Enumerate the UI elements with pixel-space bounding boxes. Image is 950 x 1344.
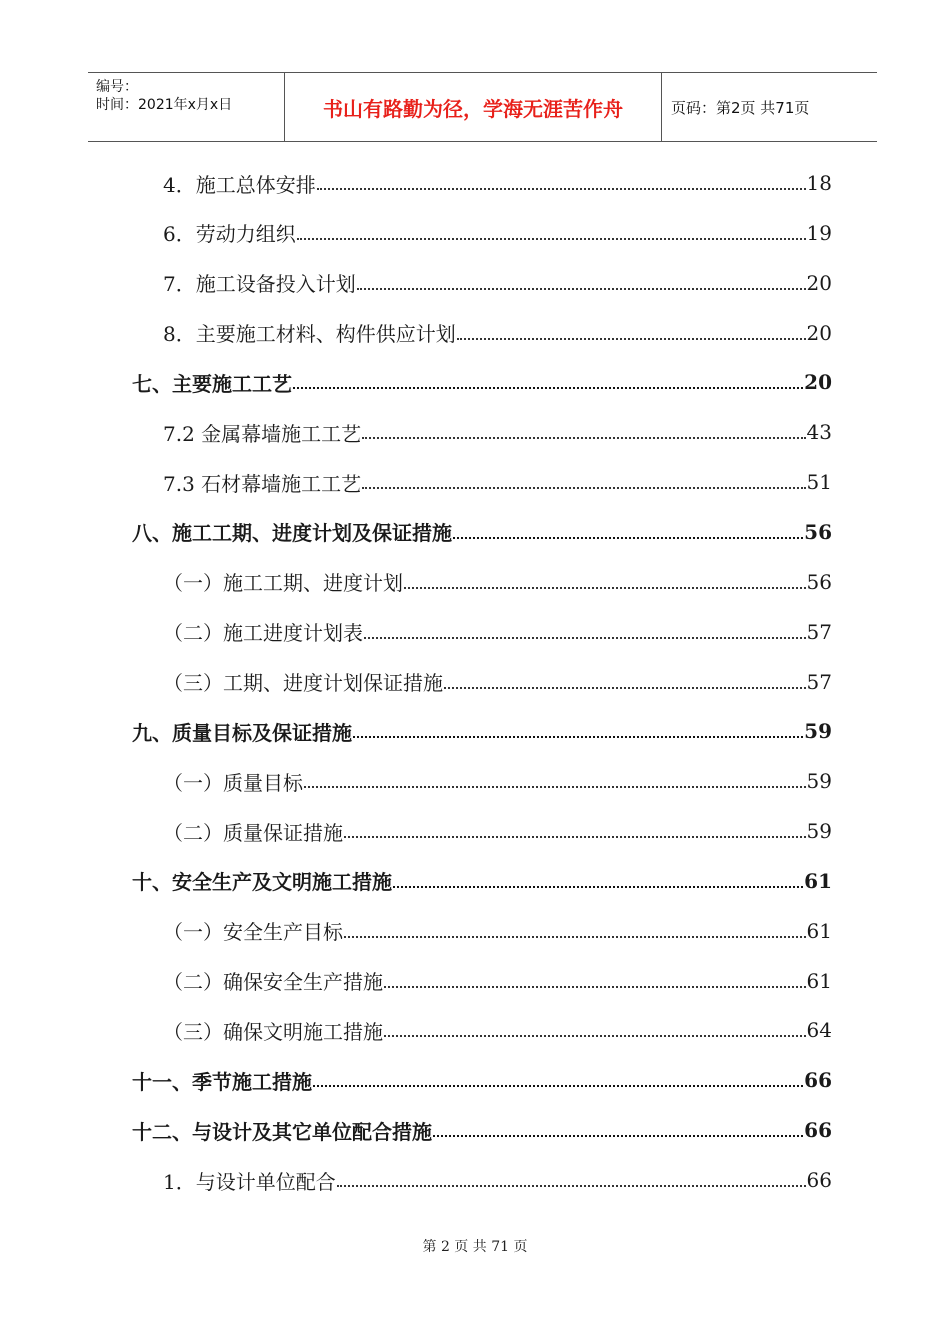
toc-entry-page: 61 [804, 868, 832, 893]
toc-leader-dots [404, 587, 806, 589]
toc-entry-page: 51 [806, 470, 832, 495]
toc-entry-title: （二）确保安全生产措施 [163, 970, 383, 995]
toc-entry-title: 九、质量目标及保证措施 [132, 720, 352, 745]
toc-section-entry[interactable] [163, 263, 832, 303]
toc-leader-dots [433, 1135, 803, 1137]
toc-section-entry[interactable] [163, 612, 832, 652]
toc-entry-title: （三）工期、进度计划保证措施 [163, 671, 443, 695]
toc-leader-dots [384, 1035, 806, 1037]
toc-entry-title: （一）施工工期、进度计划 [163, 571, 403, 596]
toc-leader-dots [364, 637, 806, 639]
toc-leader-dots [353, 736, 803, 738]
toc-entry-page: 57 [806, 619, 832, 644]
toc-entry-title: （二）质量保证措施 [163, 820, 343, 845]
toc-leader-dots [393, 886, 803, 888]
toc-leader-dots [344, 936, 806, 938]
toc-chapter-entry[interactable] [132, 711, 832, 751]
toc-entry-page: 64 [806, 1018, 832, 1043]
toc-section-entry[interactable] [163, 313, 832, 353]
toc-entry-title: 十、安全生产及文明施工措施 [132, 870, 392, 895]
toc-section-entry[interactable] [163, 811, 832, 851]
toc-entry-title: 十二、与设计及其它单位配合措施 [132, 1119, 432, 1144]
toc-entry-page: 56 [806, 569, 832, 594]
toc-entry-page: 66 [806, 1168, 832, 1192]
toc-entry-page: 20 [806, 270, 832, 295]
toc-section-entry[interactable] [163, 1010, 832, 1050]
toc-entry-title: 7.2 金属幕墙施工工艺 [163, 421, 362, 446]
toc-leader-dots [384, 986, 806, 988]
toc-section-entry[interactable] [163, 462, 832, 502]
toc-leader-dots [357, 288, 806, 290]
toc-entry-title: 1．与设计单位配合 [163, 1169, 336, 1194]
time-label: 时间：2021年x月x日 [96, 97, 233, 113]
toc-entry-title: 七、主要施工工艺 [132, 371, 292, 396]
toc-leader-dots [304, 786, 806, 788]
toc-section-entry[interactable] [163, 761, 832, 801]
toc-entry-title: 7．施工设备投入计划 [163, 272, 356, 297]
toc-leader-dots [444, 687, 806, 689]
toc-entry-page: 59 [806, 819, 832, 844]
toc-entry-title: 八、施工工期、进度计划及保证措施 [132, 521, 452, 546]
toc-entry-page: 61 [806, 918, 832, 943]
toc-section-entry[interactable] [163, 562, 832, 602]
toc-entry-title: 7.3 石材幕墙施工工艺 [163, 471, 362, 496]
toc-leader-dots [297, 238, 806, 240]
header-meta [88, 73, 284, 141]
toc-leader-dots [453, 537, 803, 539]
toc-leader-dots [317, 188, 806, 190]
toc-entry-title: （二）施工进度计划表 [163, 621, 363, 646]
toc-entry-page: 59 [806, 769, 832, 794]
toc-entry-page: 20 [806, 320, 832, 345]
toc-leader-dots [344, 836, 806, 838]
toc-entry-title: （三）确保文明施工措施 [163, 1019, 383, 1044]
toc-leader-dots [293, 387, 803, 389]
toc-chapter-entry[interactable] [132, 512, 832, 552]
toc-section-entry[interactable] [163, 662, 832, 702]
toc-section-entry[interactable] [163, 911, 832, 951]
toc-entry-title: （一）质量目标 [163, 770, 303, 795]
page-footer: 第 2 页 共 71 页 [422, 1239, 528, 1255]
toc-entry-page: 19 [806, 220, 832, 245]
toc-entry-page: 59 [804, 719, 832, 744]
toc-section-entry[interactable] [163, 412, 832, 452]
toc-entry-page: 43 [806, 420, 832, 445]
toc-entry-title: 6．劳动力组织 [163, 222, 296, 247]
toc-entry-page: 20 [804, 370, 832, 395]
toc-entry-page: 57 [806, 669, 832, 694]
toc-entry-title: 4．施工总体安排 [163, 172, 316, 197]
toc-section-entry[interactable] [163, 163, 832, 203]
toc-entry-page: 61 [806, 968, 832, 993]
header-page-info: 页码：第2页 共71页 [671, 98, 810, 117]
toc-section-entry[interactable] [163, 1160, 832, 1200]
toc-leader-dots [457, 338, 806, 340]
toc-chapter-entry[interactable] [132, 861, 832, 901]
toc-leader-dots [313, 1085, 803, 1087]
page-header [88, 72, 877, 142]
toc-leader-dots [337, 1185, 806, 1187]
toc-entry-title: （一）安全生产目标 [163, 920, 343, 945]
toc-entry-title: 十一、季节施工措施 [132, 1069, 312, 1094]
toc-entry-page: 18 [806, 171, 832, 195]
toc-chapter-entry[interactable] [132, 1110, 832, 1150]
toc-leader-dots [362, 437, 805, 439]
toc-entry-page: 56 [804, 519, 832, 544]
toc-chapter-entry[interactable] [132, 1060, 832, 1100]
toc-section-entry[interactable] [163, 961, 832, 1001]
toc-entry-page: 66 [804, 1118, 832, 1143]
toc-section-entry[interactable] [163, 213, 832, 253]
toc-entry-title: 8．主要施工材料、构件供应计划 [163, 322, 456, 347]
toc-entry-page: 66 [804, 1068, 832, 1093]
toc-chapter-entry[interactable] [132, 362, 832, 402]
toc-leader-dots [362, 487, 805, 489]
number-label: 编号： [96, 79, 138, 95]
header-motto: 书山有路勤为径，学海无涯苦作舟 [284, 73, 662, 141]
